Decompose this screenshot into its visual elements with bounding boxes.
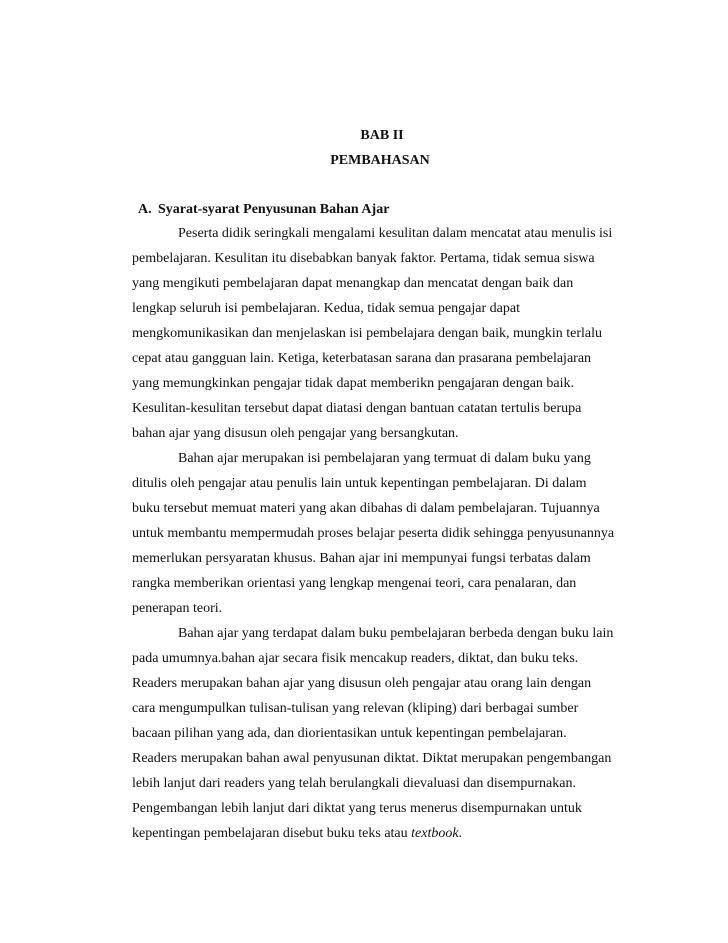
section-title: Syarat-syarat Penyusunan Bahan Ajar (158, 202, 390, 217)
paragraph-line: lengkap seluruh isi pembelajaran. Kedua, tidak semua pengajar dapat (132, 301, 520, 316)
paragraph-line: Bahan ajar merupakan isi pembelajaran yang termuat di dalam buku yang (178, 451, 591, 466)
last-line-end: . (458, 826, 463, 841)
paragraph-line: Kesulitan-kesulitan tersebut dapat diatasi dengan bantuan catatan tertulis berupa (132, 401, 582, 416)
paragraph-line: cara mengumpulkan tulisan-tulisan yang relevan (kliping) dari berbagai sumber (132, 701, 579, 716)
paragraph-line: Peserta didik seringkali mengalami kesulitan dalam mencatat atau menulis isi (178, 226, 613, 241)
last-line-italic: textbook (411, 826, 459, 841)
paragraph-line: rangka memberikan orientasi yang lengkap mengenai teori, cara penalaran, dan (132, 576, 577, 591)
paragraph-line-last (132, 825, 462, 842)
paragraph-line: penerapan teori. (132, 601, 223, 616)
section-letter: A. (138, 202, 152, 217)
section-heading (138, 202, 389, 218)
chapter-number: BAB II (360, 128, 404, 143)
chapter-title: PEMBAHASAN (330, 153, 430, 168)
paragraph-line: Pengembangan lebih lanjut dari diktat yang terus menerus disempurnakan untuk (132, 801, 582, 816)
paragraph-line: memerlukan persyaratan khusus. Bahan ajar ini mempunyai fungsi terbatas dalam (132, 551, 591, 566)
paragraph-line: untuk membantu mempermudah proses belajar peserta didik sehingga penyusunannya (132, 526, 615, 541)
paragraph-line: mengkomunikasikan dan menjelaskan isi pembelajara dengan baik, mungkin terlalu (132, 326, 603, 341)
paragraph-line: Bahan ajar yang terdapat dalam buku pembelajaran berbeda dengan buku lain (178, 626, 614, 641)
last-line-text: kepentingan pembelajaran disebut buku teks atau (132, 826, 412, 841)
paragraph-line: ditulis oleh pengajar atau penulis lain untuk kepentingan pembelajaran. Di dalam (132, 476, 587, 491)
paragraph-line: yang mengikuti pembelajaran dapat menangkap dan mencatat dengan baik dan (132, 276, 574, 291)
paragraph-line: lebih lanjut dari readers yang telah berulangkali dievaluasi dan disempurnakan. (132, 776, 576, 791)
paragraph-line: Readers merupakan bahan awal penyusunan diktat. Diktat merupakan pengembangan (132, 751, 612, 766)
paragraph-line: buku tersebut memuat materi yang akan dibahas di dalam pembelajaran. Tujuannya (132, 501, 600, 516)
paragraph-line: pembelajaran. Kesulitan itu disebabkan banyak faktor. Pertama, tidak semua siswa (132, 251, 595, 266)
paragraph-line: yang memungkinkan pengajar tidak dapat memberikn pengajaran dengan baik. (132, 376, 575, 391)
paragraph-line: pada umumnya.bahan ajar secara fisik mencakup readers, diktat, dan buku teks. (132, 651, 579, 666)
paragraph-line: cepat atau gangguan lain. Ketiga, keterbatasan sarana dan prasarana pembelajaran (132, 351, 592, 366)
paragraph-line: bacaan pilihan yang ada, dan diorientasikan untuk kepentingan pembelajaran. (132, 726, 567, 741)
paragraph-line: Readers merupakan bahan ajar yang disusun oleh pengajar atau orang lain dengan (132, 676, 592, 691)
paragraph-line: bahan ajar yang disusun oleh pengajar yang bersangkutan. (132, 426, 459, 441)
